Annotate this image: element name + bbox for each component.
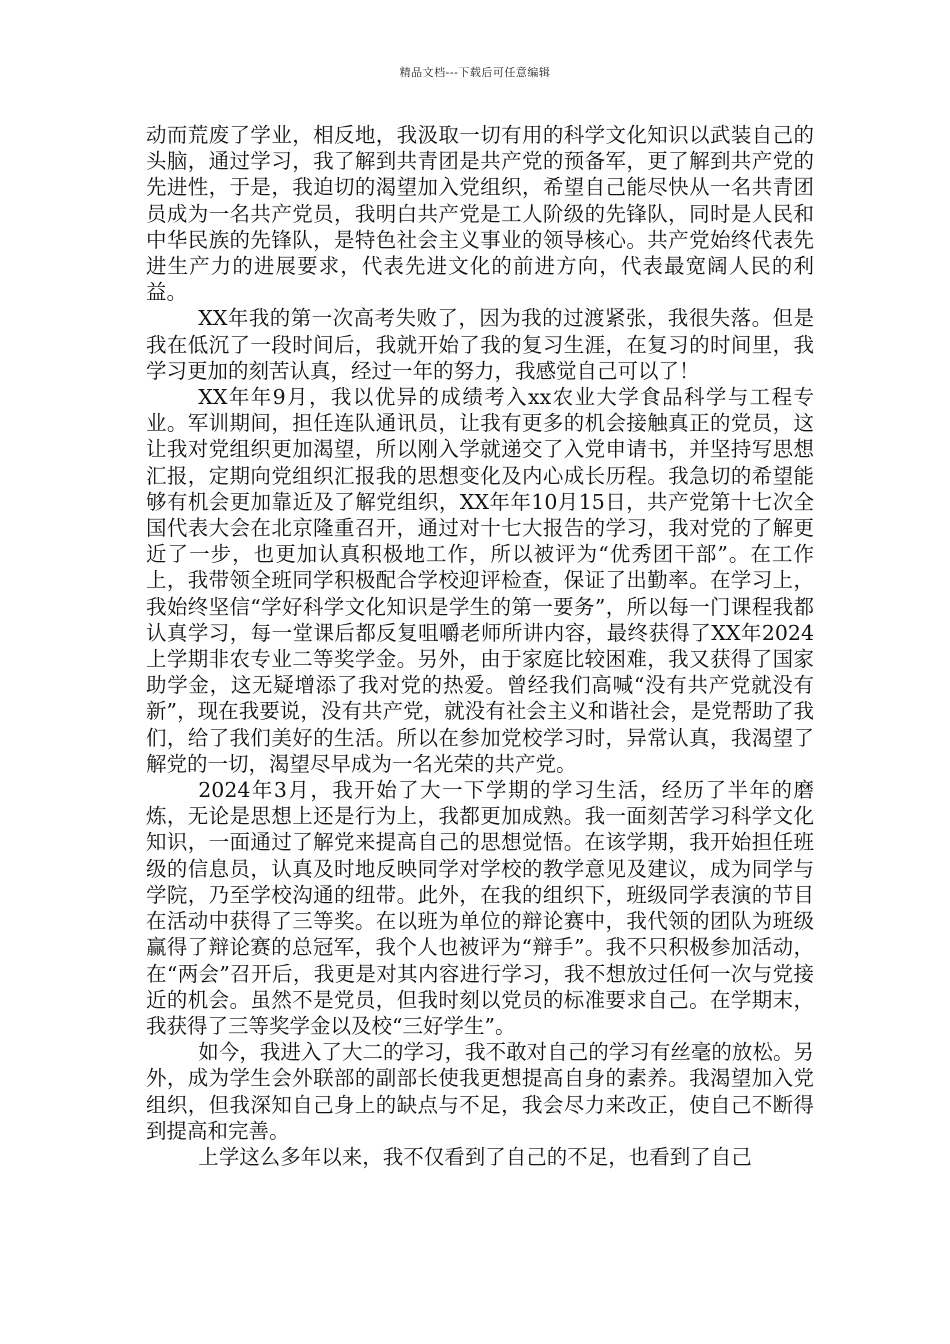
document-body <box>146 122 814 1170</box>
paragraph-5: 如今，我进入了大二的学习，我不敢对自己的学习有丝毫的放松。另外，成为学生会外联部的副部长使我更想提高自身的素养。我渴望加入党组织，但我深知自己身上的缺点与不足，我会尽力来改正，使自己不断得到提高和完善。 <box>146 1040 814 1143</box>
paragraph-4: 2024年3月，我开始了大一下学期的学习生活，经历了半年的磨炼，无论是思想上还是行为上，我都更加成熟。我一面刻苦学习科学文化知识，一面通过了解党来提高自己的思想觉悟。在该学期，我开始担任班级的信息员，认真及时地反映同学对学校的教学意见及建议，成为同学与学院，乃至学校沟通的纽带。此外，在我的组织下，班级同学表演的节目在活动中获得了三等奖。在以班为单位的辩论赛中，我代领的团队为班级赢得了辩论赛的总冠军，我个人也被评为“辩手”。我不只积极参加活动，在“两会”召开后，我更是对其内容进行学习，我不想放过任何一次与党接近的机会。虽然不是党员，但我时刻以党员的标准要求自己。在学期末，我获得了三等奖学金以及校“三好学生”。 <box>146 778 814 1038</box>
page-header: 精品文档---下载后可任意编辑 <box>399 66 551 79</box>
paragraph-6: 上学这么多年以来，我不仅看到了自己的不足，也看到了自己 <box>198 1144 752 1169</box>
paragraph-1: 动而荒废了学业，相反地，我汲取一切有用的科学文化知识以武装自己的头脑，通过学习，我了解到共青团是共产党的预备军，更了解到共产党的先进性，于是，我迫切的渴望加入党组织，希望自己能尽快从一名共青团员成为一名共产党员，我明白共产党是工人阶级的先锋队，同时是人民和中华民族的先锋队，是特色社会主义事业的领导核心。共产党始终代表先进生产力的进展要求，代表先进文化的前进方向，代表最宽阔人民的利益。 <box>146 123 814 305</box>
paragraph-3: XX年年9月，我以优异的成绩考入xx农业大学食品科学与工程专业。军训期间，担任连队通讯员，让我有更多的机会接触真正的党员，这让我对党组织更加渴望，所以刚入学就递交了入党申请书，并坚持写思想汇报，定期向党组织汇报我的思想变化及内心成长历程。我急切的希望能够有机会更加靠近及了解党组织，XX年年10月15日，共产党第十七次全国代表大会在北京隆重召开，通过对十七大报告的学习，我对党的了解更近了一步，也更加认真积极地工作，所以被评为“优秀团干部”。在工作上，我带领全班同学积极配合学校迎评检查，保证了出勤率。在学习上，我始终坚信“学好科学文化知识是学生的第一要务”，所以每一门课程我都认真学习，每一堂课后都反复咀嚼老师所讲内容，最终获得了XX年2024上学期非农专业二等奖学金。另外，由于家庭比较困难，我又获得了国家助学金，这无疑增添了我对党的热爱。曾经我们高喊“没有共产党就没有新”，现在我要说，没有共产党，就没有社会主义和谐社会，是党帮助了我们，给了我们美好的生活。所以在参加党校学习时，异常认真，我渴望了解党的一切，渴望尽早成为一名光荣的共产党。 <box>146 385 814 776</box>
paragraph-2: XX年我的第一次高考失败了，因为我的过渡紧张，我很失落。但是我在低沉了一段时间后，我就开始了我的复习生涯，在复习的时间里，我学习更加的刻苦认真，经过一年的努力，我感觉自己可以了！ <box>146 306 814 383</box>
